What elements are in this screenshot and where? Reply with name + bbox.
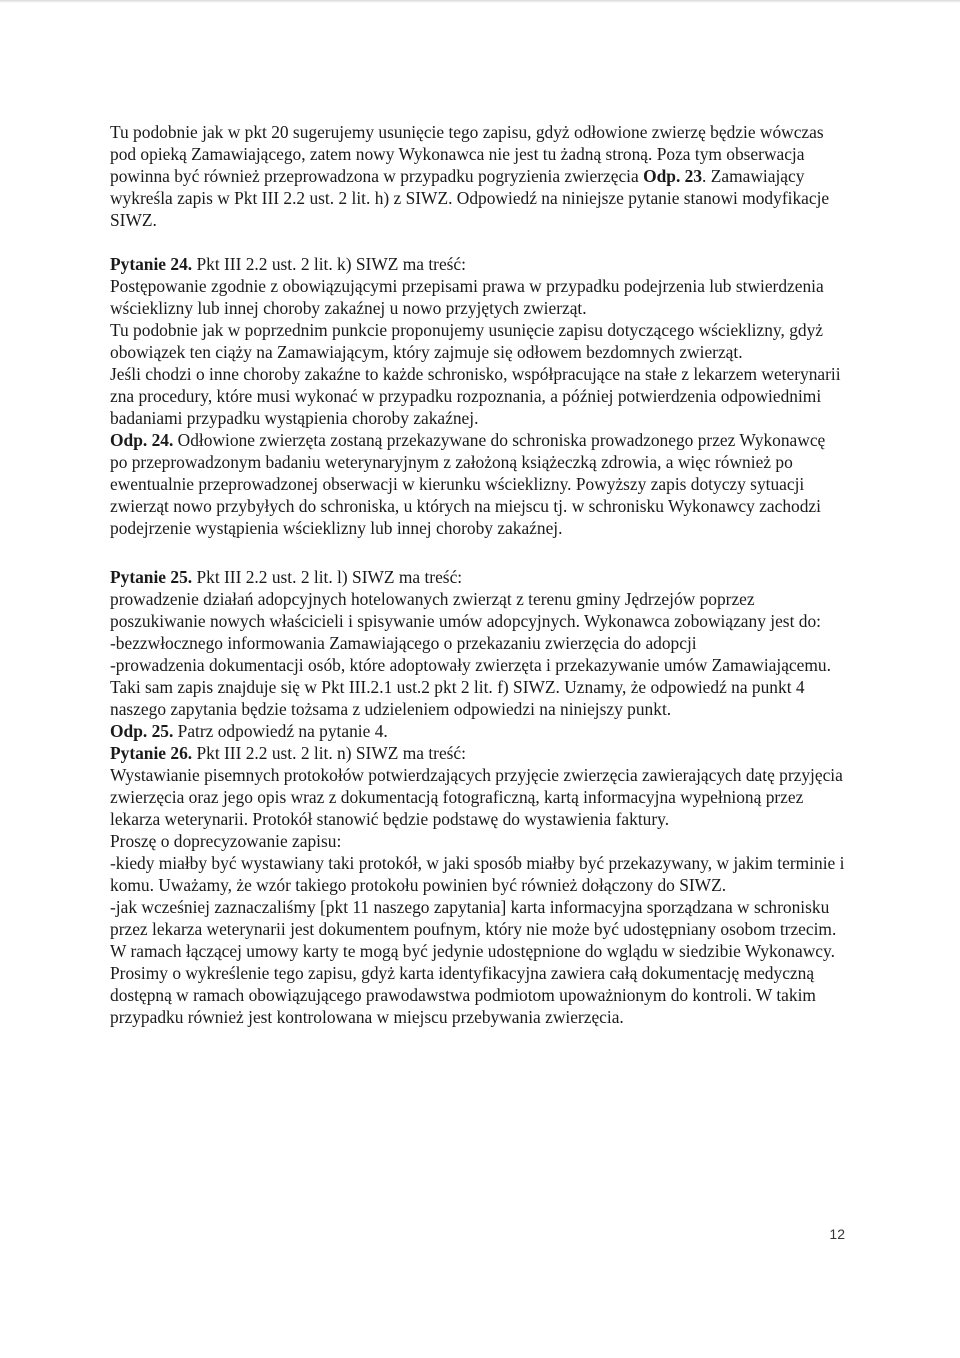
text-run: Patrz odpowiedź na pytanie 4.: [173, 721, 388, 741]
bold-label: Odp. 24.: [110, 430, 174, 450]
text-run: prowadzenie działań adopcyjnych hotelowanych zwierząt z terenu gminy Jędrzejów poprzez poszukiwanie nowych właścicieli i spisywanie umów adopcyjnych. Wykonawca zobowiązany jest do:: [110, 589, 821, 631]
paragraph: [110, 253, 845, 275]
text-run: Jeśli chodzi o inne choroby zakaźne to każde schronisko, współpracujące na stałe z lekarzem weterynarii zna procedury, które musi wykonać w przypadku rozpoznania, a później potwierdzenia odpowiednimi badaniami przypadku wystąpienia choroby zakaźnej.: [110, 364, 841, 428]
paragraph: [110, 429, 845, 539]
bold-label: Pytanie 24.: [110, 254, 193, 274]
paragraph: [110, 363, 845, 429]
paragraph: [110, 852, 845, 896]
bold-label: Pytanie 26.: [110, 743, 193, 763]
text-run: Tu podobnie jak w poprzednim punkcie proponujemy usunięcie zapisu dotyczącego wścieklizny, gdyż obowiązek ten ciąży na Zamawiającym, który zajmuje się odłowem bezdomnych zwierząt.: [110, 320, 823, 362]
paragraph: [110, 654, 845, 676]
paragraph: [110, 962, 845, 1028]
paragraph: [110, 588, 845, 632]
paragraph: [110, 830, 845, 852]
text-run: . Zamawiający wykreśla zapis w Pkt III 2.2 ust. 2 lit. h) z SIWZ. Odpowiedź na niniejsze pytanie stanowi modyfikacje SIWZ.: [110, 166, 830, 230]
text-run: Pkt III 2.2 ust. 2 lit. k) SIWZ ma treść:: [192, 254, 466, 274]
paragraph: [110, 121, 845, 231]
text-run: -kiedy miałby być wystawiany taki protokół, w jaki sposób miałby być przekazywany, w jakim terminie i komu. Uważamy, że wzór takiego protokołu powinien być również dołączony do SIWZ.: [110, 853, 845, 895]
text-run: Taki sam zapis znajduje się w Pkt III.2.1 ust.2 pkt 2 lit. f) SIWZ. Uznamy, że odpowiedź na punkt 4 naszego zapytania będzie tożsama z udzieleniem odpowiedzi na niniejszy punkt.: [110, 677, 805, 719]
text-run: Postępowanie zgodnie z obowiązującymi przepisami prawa w przypadku podejrzenia lub stwierdzenia wścieklizny lub innej choroby zakaźnej u nowo przyjętych zwierząt.: [110, 276, 824, 318]
paragraph: [110, 676, 845, 720]
bold-label: Odp. 25.: [110, 721, 174, 741]
paragraph: [110, 720, 845, 742]
paragraph: [110, 896, 845, 962]
page-number: 12: [829, 1226, 845, 1242]
bold-label: Pytanie 25.: [110, 567, 193, 587]
text-run: Prosimy o wykreślenie tego zapisu, gdyż karta identyfikacyjna zawiera całą dokumentację medyczną dostępną w ramach obowiązującego prawodawstwa podmiotom upoważnionym do kontroli. W takim przypadku również jest kontrolowana w miejscu przebywania zwierzęcia.: [110, 963, 816, 1027]
paragraph-gap: [110, 231, 845, 253]
paragraph: [110, 275, 845, 319]
paragraph: [110, 764, 845, 830]
paragraph: [110, 632, 845, 654]
text-run: -bezzwłocznego informowania Zamawiającego o przekazaniu zwierzęcia do adopcji: [110, 633, 697, 653]
paragraph-gap: [110, 539, 845, 566]
paragraph: [110, 742, 845, 764]
text-run: Wystawianie pisemnych protokołów potwierdzających przyjęcie zwierzęcia zawierających datę przyjęcia zwierzęcia oraz jego opis wraz z dokumentacją fotograficzną, kartą informacyjna wypełnioną przez lekarza weterynarii. Protokół stanowić będzie podstawę do wystawienia faktury.: [110, 765, 843, 829]
scan-edge: [0, 0, 960, 3]
text-run: Tu podobnie jak w pkt 20 sugerujemy usunięcie tego zapisu, gdyż odłowione zwierzę będzie wówczas pod opieką Zamawiającego, zatem nowy Wykonawca nie jest tu żadną stroną. Poza tym obserwacja powinna być również przeprowadzona w przypadku pogryzienia zwierzęcia: [110, 122, 824, 186]
text-run: -jak wcześniej zaznaczaliśmy [pkt 11 naszego zapytania] karta informacyjna sporządzana w schronisku przez lekarza weterynarii jest dokumentem poufnym, który nie może być udostępniany osobom trzecim. W ramach łączącej umowy karty te mogą być jedynie udostępnione do wglądu w siedzibie Wykonawcy.: [110, 897, 837, 961]
paragraph: [110, 566, 845, 588]
text-run: -prowadzenia dokumentacji osób, które adoptowały zwierzęta i przekazywanie umów Zamawiającemu.: [110, 655, 831, 675]
document-body: [110, 121, 845, 1028]
text-run: Proszę o doprecyzowanie zapisu:: [110, 831, 342, 851]
text-run: Odłowione zwierzęta zostaną przekazywane do schroniska prowadzonego przez Wykonawcę po przeprowadzonym badaniu weterynaryjnym z założoną książeczką zdrowia, a więc również po ewentualnie przeprowadzonej obserwacji w kierunku wścieklizny. Powyższy zapis dotyczy sytuacji zwierząt nowo przybyłych do schroniska, u których na miejscu tj. w schronisku Wykonawcy zachodzi podejrzenie wystąpienia wścieklizny lub innej choroby zakaźnej.: [110, 430, 826, 538]
bold-label: Odp. 23: [643, 166, 703, 186]
text-run: Pkt III 2.2 ust. 2 lit. l) SIWZ ma treść:: [192, 567, 463, 587]
text-run: Pkt III 2.2 ust. 2 lit. n) SIWZ ma treść:: [192, 743, 466, 763]
paragraph: [110, 319, 845, 363]
